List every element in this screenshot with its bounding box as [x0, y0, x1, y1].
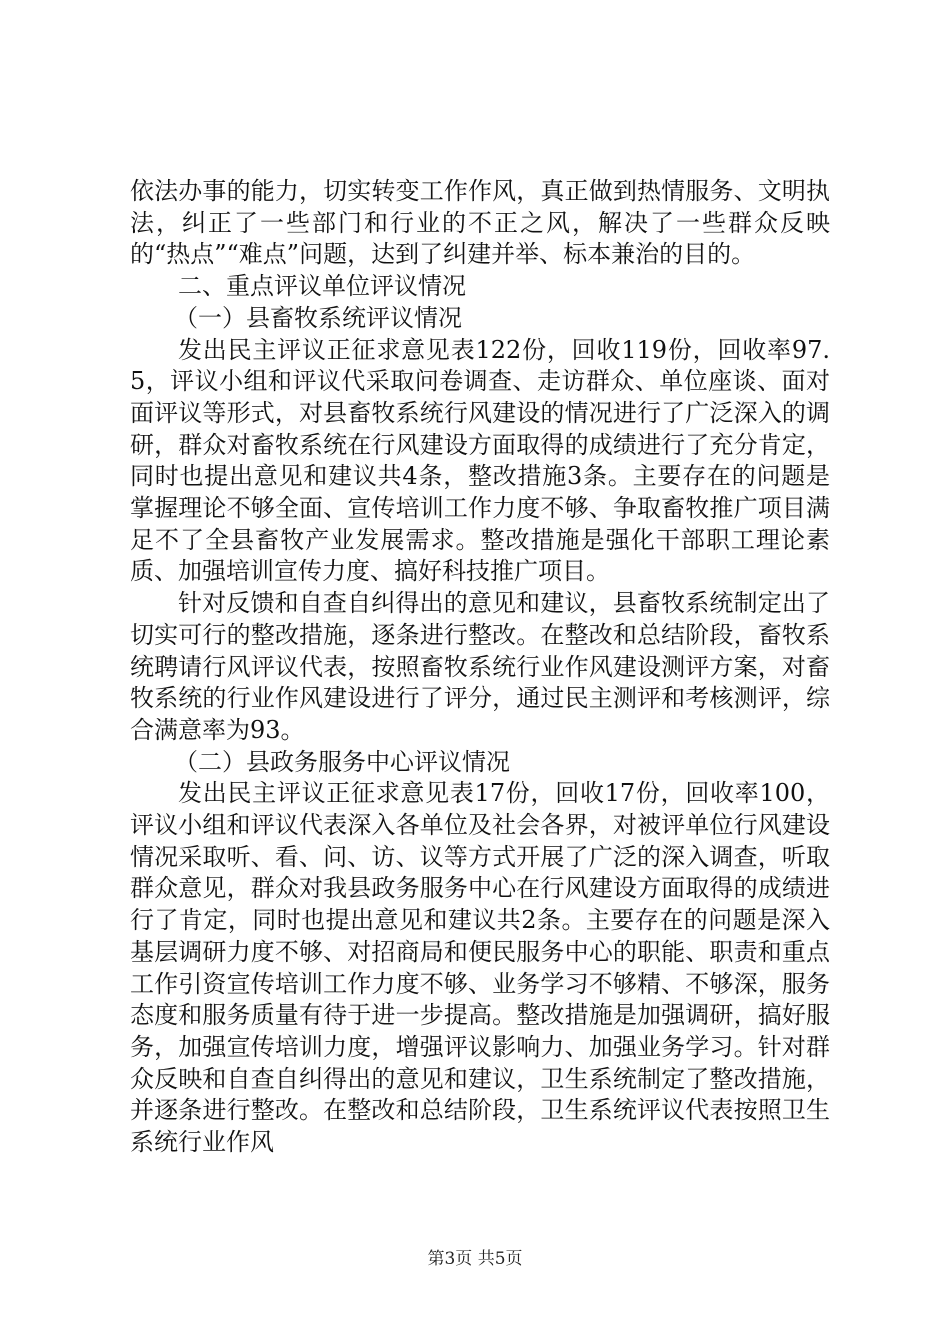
document-body: [130, 176, 830, 1159]
paragraph-livestock-rectification: 针对反馈和自查自纠得出的意见和建议，县畜牧系统制定出了切实可行的整改措施，逐条进行整改。在整改和总结阶段，畜牧系统聘请行风评议代表，按照畜牧系统行业作风建设测评方案，对畜牧系统的行业作风建设进行了评分，通过民主测评和考核测评，综合满意率为93。: [130, 589, 830, 744]
page-number-footer: 第3页 共5页: [427, 1249, 523, 1269]
section-heading: 二、重点评议单位评议情况: [178, 272, 466, 301]
subsection-heading-livestock: （一）县畜牧系统评议情况: [174, 303, 462, 332]
paragraph-continuation: 依法办事的能力，切实转变工作作风，真正做到热情服务、文明执法，纠正了一些部门和行业的不正之风，解决了一些群众反映的“热点”“难点”问题，达到了纠建并举、标本兼治的目的。: [130, 177, 830, 269]
paragraph-service-center-survey: 发出民主评议正征求意见表17份，回收17份，回收率100，评议小组和评议代表深入各单位及社会各界，对被评单位行风建设情况采取听、看、问、访、议等方式开展了广泛的深入调查，听取群众意见，群众对我县政务服务中心在行风建设方面取得的成绩进行了肯定，同时也提出意见和建议共2条。主要存在的问题是深入基层调研力度不够、对招商局和便民服务中心的职能、职责和重点工作引资宣传培训工作力度不够、业务学习不够精、不够深，服务态度和服务质量有待于进一步提高。整改措施是加强调研，搞好服务，加强宣传培训力度，增强评议影响力、加强业务学习。针对群众反映和自查自纠得出的意见和建议，卫生系统制定了整改措施，并逐条进行整改。在整改和总结阶段，卫生系统评议代表按照卫生系统行业作风: [130, 779, 830, 1157]
paragraph-livestock-survey: 发出民主评议正征求意见表122份，回收119份，回收率97.5，评议小组和评议代采取问卷调查、走访群众、单位座谈、面对面评议等形式，对县畜牧系统行风建设的情况进行了广泛深入的调研，群众对畜牧系统在行风建设方面取得的成绩进行了充分肯定，同时也提出意见和建议共4条，整改措施3条。主要存在的问题是掌握理论不够全面、宣传培训工作力度不够、争取畜牧推广项目满足不了全县畜牧产业发展需求。整改措施是强化干部职工理论素质、加强培训宣传力度、搞好科技推广项目。: [130, 335, 830, 586]
subsection-heading-service-center: （二）县政务服务中心评议情况: [174, 747, 510, 776]
